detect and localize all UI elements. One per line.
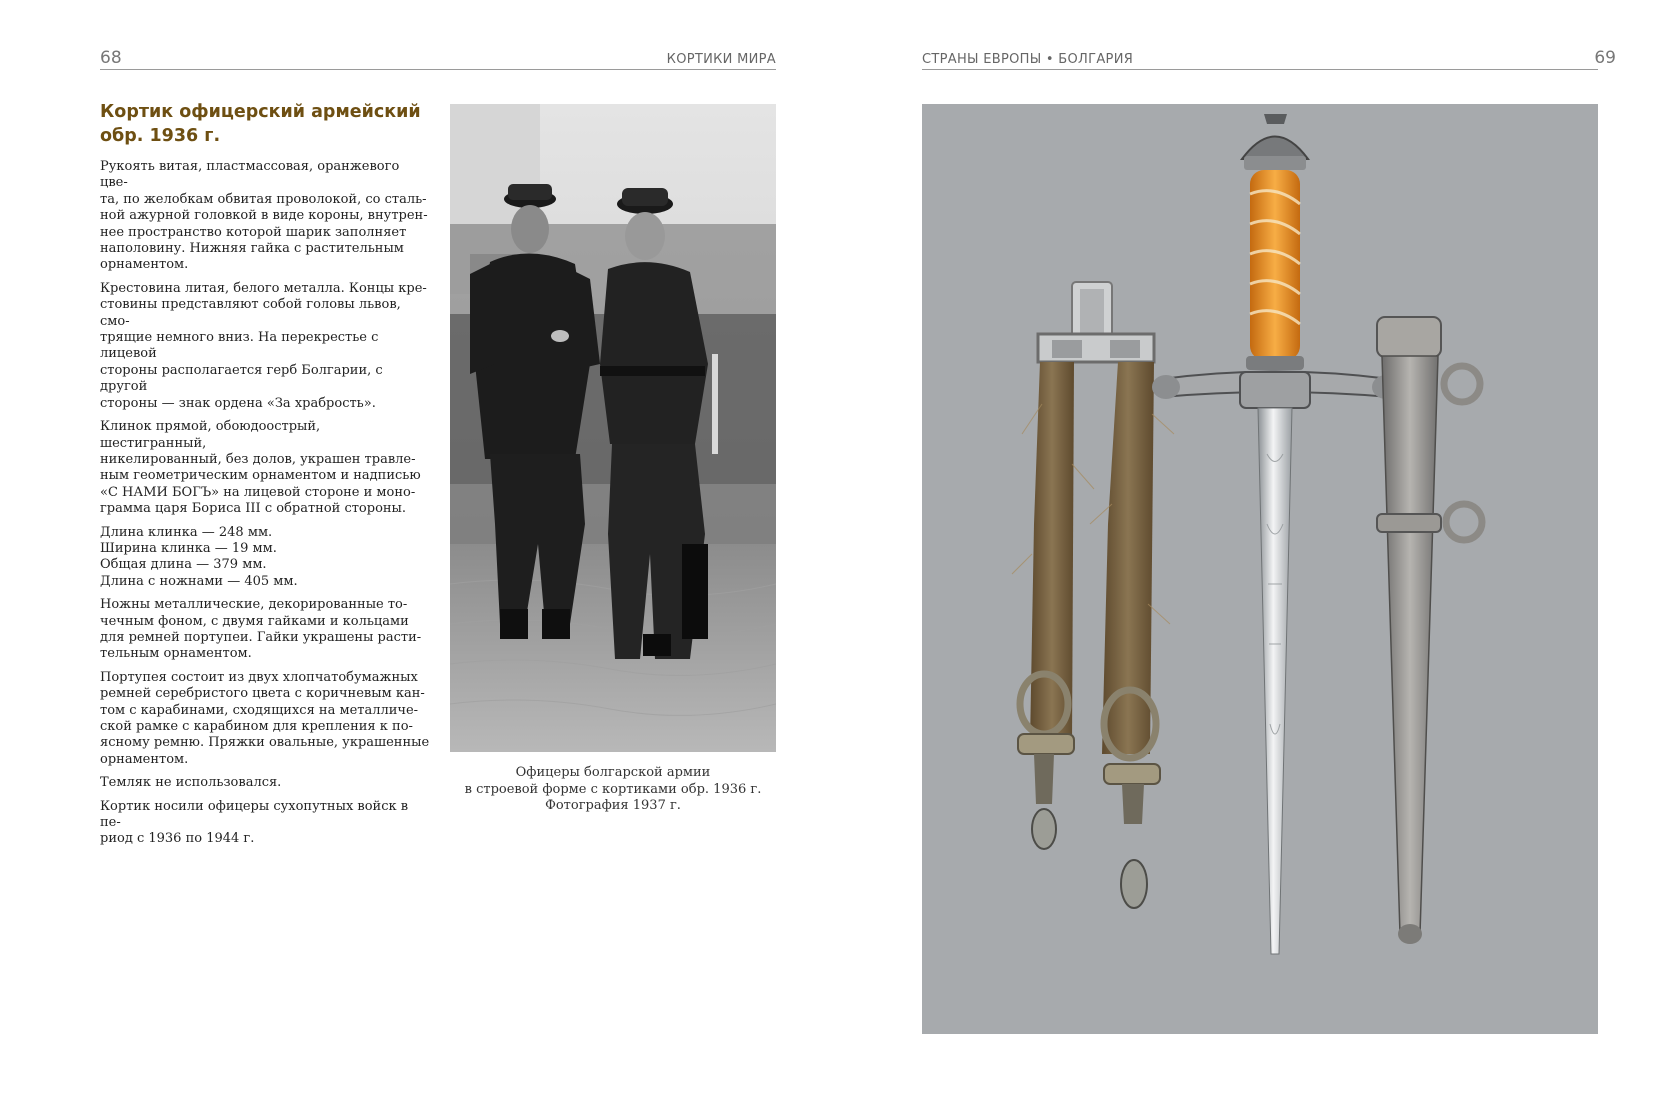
archival-photo bbox=[450, 104, 776, 752]
body-line: Клинок прямой, обоюдоострый, шестигранный, bbox=[100, 419, 321, 451]
body-line: наполовину. Нижняя гайка с растительным bbox=[100, 241, 404, 257]
photo-caption bbox=[450, 765, 776, 815]
artifact-plate bbox=[922, 104, 1598, 1034]
hanger-straps bbox=[1012, 282, 1174, 908]
body-paragraph bbox=[100, 281, 430, 412]
body-paragraph bbox=[100, 775, 430, 791]
body-line: Ширина клинка — 19 мм. bbox=[100, 540, 277, 556]
caption-line-3: Фотография 1937 г. bbox=[545, 798, 681, 813]
header-rule-right bbox=[922, 69, 1598, 70]
caption-line-2: в строевой форме с кортиками обр. 1936 г. bbox=[464, 781, 762, 797]
article-body bbox=[100, 159, 430, 855]
body-paragraph bbox=[100, 525, 430, 591]
running-head-left: КОРТИКИ МИРА bbox=[666, 52, 776, 67]
body-line: ясному ремню. Пряжки овальные, украшенные bbox=[100, 735, 430, 751]
body-line: ной ажурной головкой в виде короны, внутрен- bbox=[100, 208, 428, 224]
body-line: Длина с ножнами — 405 мм. bbox=[100, 573, 298, 589]
page-number-left: 68 bbox=[100, 48, 122, 68]
page-number-right: 69 bbox=[1594, 48, 1616, 68]
body-line: для ремней портупеи. Гайки украшены расти- bbox=[100, 629, 422, 645]
body-line: Общая длина — 379 мм. bbox=[100, 557, 267, 573]
body-line: никелированный, без долов, украшен травле- bbox=[100, 451, 416, 467]
body-line: нее пространство которой шарик заполняет bbox=[100, 224, 407, 240]
body-line: стороны располагается герб Болгарии, с другой bbox=[100, 362, 383, 395]
running-head-right: СТРАНЫ ЕВРОПЫ • БОЛГАРИЯ bbox=[922, 52, 1134, 67]
body-line: грамма царя Бориса III с обратной стороны. bbox=[100, 501, 407, 517]
body-paragraph bbox=[100, 670, 430, 768]
body-line: орнаментом. bbox=[100, 751, 189, 767]
article-title bbox=[100, 100, 430, 148]
body-line: Крестовина литая, белого металла. Концы кре- bbox=[100, 280, 427, 296]
body-line: ской рамке с карабином для крепления к по- bbox=[100, 719, 413, 734]
title-line-1: Кортик офицерский армейский bbox=[100, 102, 421, 122]
body-line: Длина клинка — 248 мм. bbox=[100, 524, 273, 540]
body-line: орнаментом. bbox=[100, 257, 189, 273]
body-paragraph bbox=[100, 159, 430, 274]
body-line: риод с 1936 по 1944 г. bbox=[100, 831, 255, 847]
right-page bbox=[840, 0, 1680, 1107]
dirk bbox=[1152, 114, 1400, 954]
body-paragraph bbox=[100, 799, 430, 848]
body-paragraph bbox=[100, 597, 430, 663]
body-paragraph bbox=[100, 419, 430, 517]
body-line: трящие немного вниз. На перекрестье с лицевой bbox=[100, 330, 379, 362]
body-line: Темляк не использовался. bbox=[100, 775, 282, 791]
body-line: «С НАМИ БОГЪ» на лицевой стороне и моно- bbox=[100, 484, 416, 500]
body-line: том с карабинами, сходящихся на металличе- bbox=[100, 702, 419, 718]
caption-line-1: Офицеры болгарской армии bbox=[515, 765, 711, 780]
body-line: чечным фоном, с двумя гайками и кольцами bbox=[100, 613, 409, 629]
body-line: ремней серебристого цвета с коричневым кан- bbox=[100, 686, 425, 702]
body-line: стовины представляют собой головы львов, смо- bbox=[100, 297, 401, 329]
title-line-2: обр. 1936 г. bbox=[100, 126, 221, 146]
body-line: Ножны металлические, декорированные то- bbox=[100, 597, 408, 613]
body-line: Кортик носили офицеры сухопутных войск в пе- bbox=[100, 798, 409, 831]
scabbard bbox=[1377, 317, 1482, 944]
body-line: та, по желобкам обвитая проволокой, со сталь- bbox=[100, 191, 427, 207]
body-line: тельным орнаментом. bbox=[100, 646, 252, 662]
body-line: Портупея состоит из двух хлопчатобумажных bbox=[100, 669, 418, 685]
body-line: стороны — знак ордена «За храбрость». bbox=[100, 395, 376, 411]
body-line: ным геометрическим орнаментом и надписью bbox=[100, 468, 421, 484]
header-rule-left bbox=[100, 69, 776, 70]
body-line: Рукоять витая, пластмассовая, оранжевого цве- bbox=[100, 159, 400, 191]
